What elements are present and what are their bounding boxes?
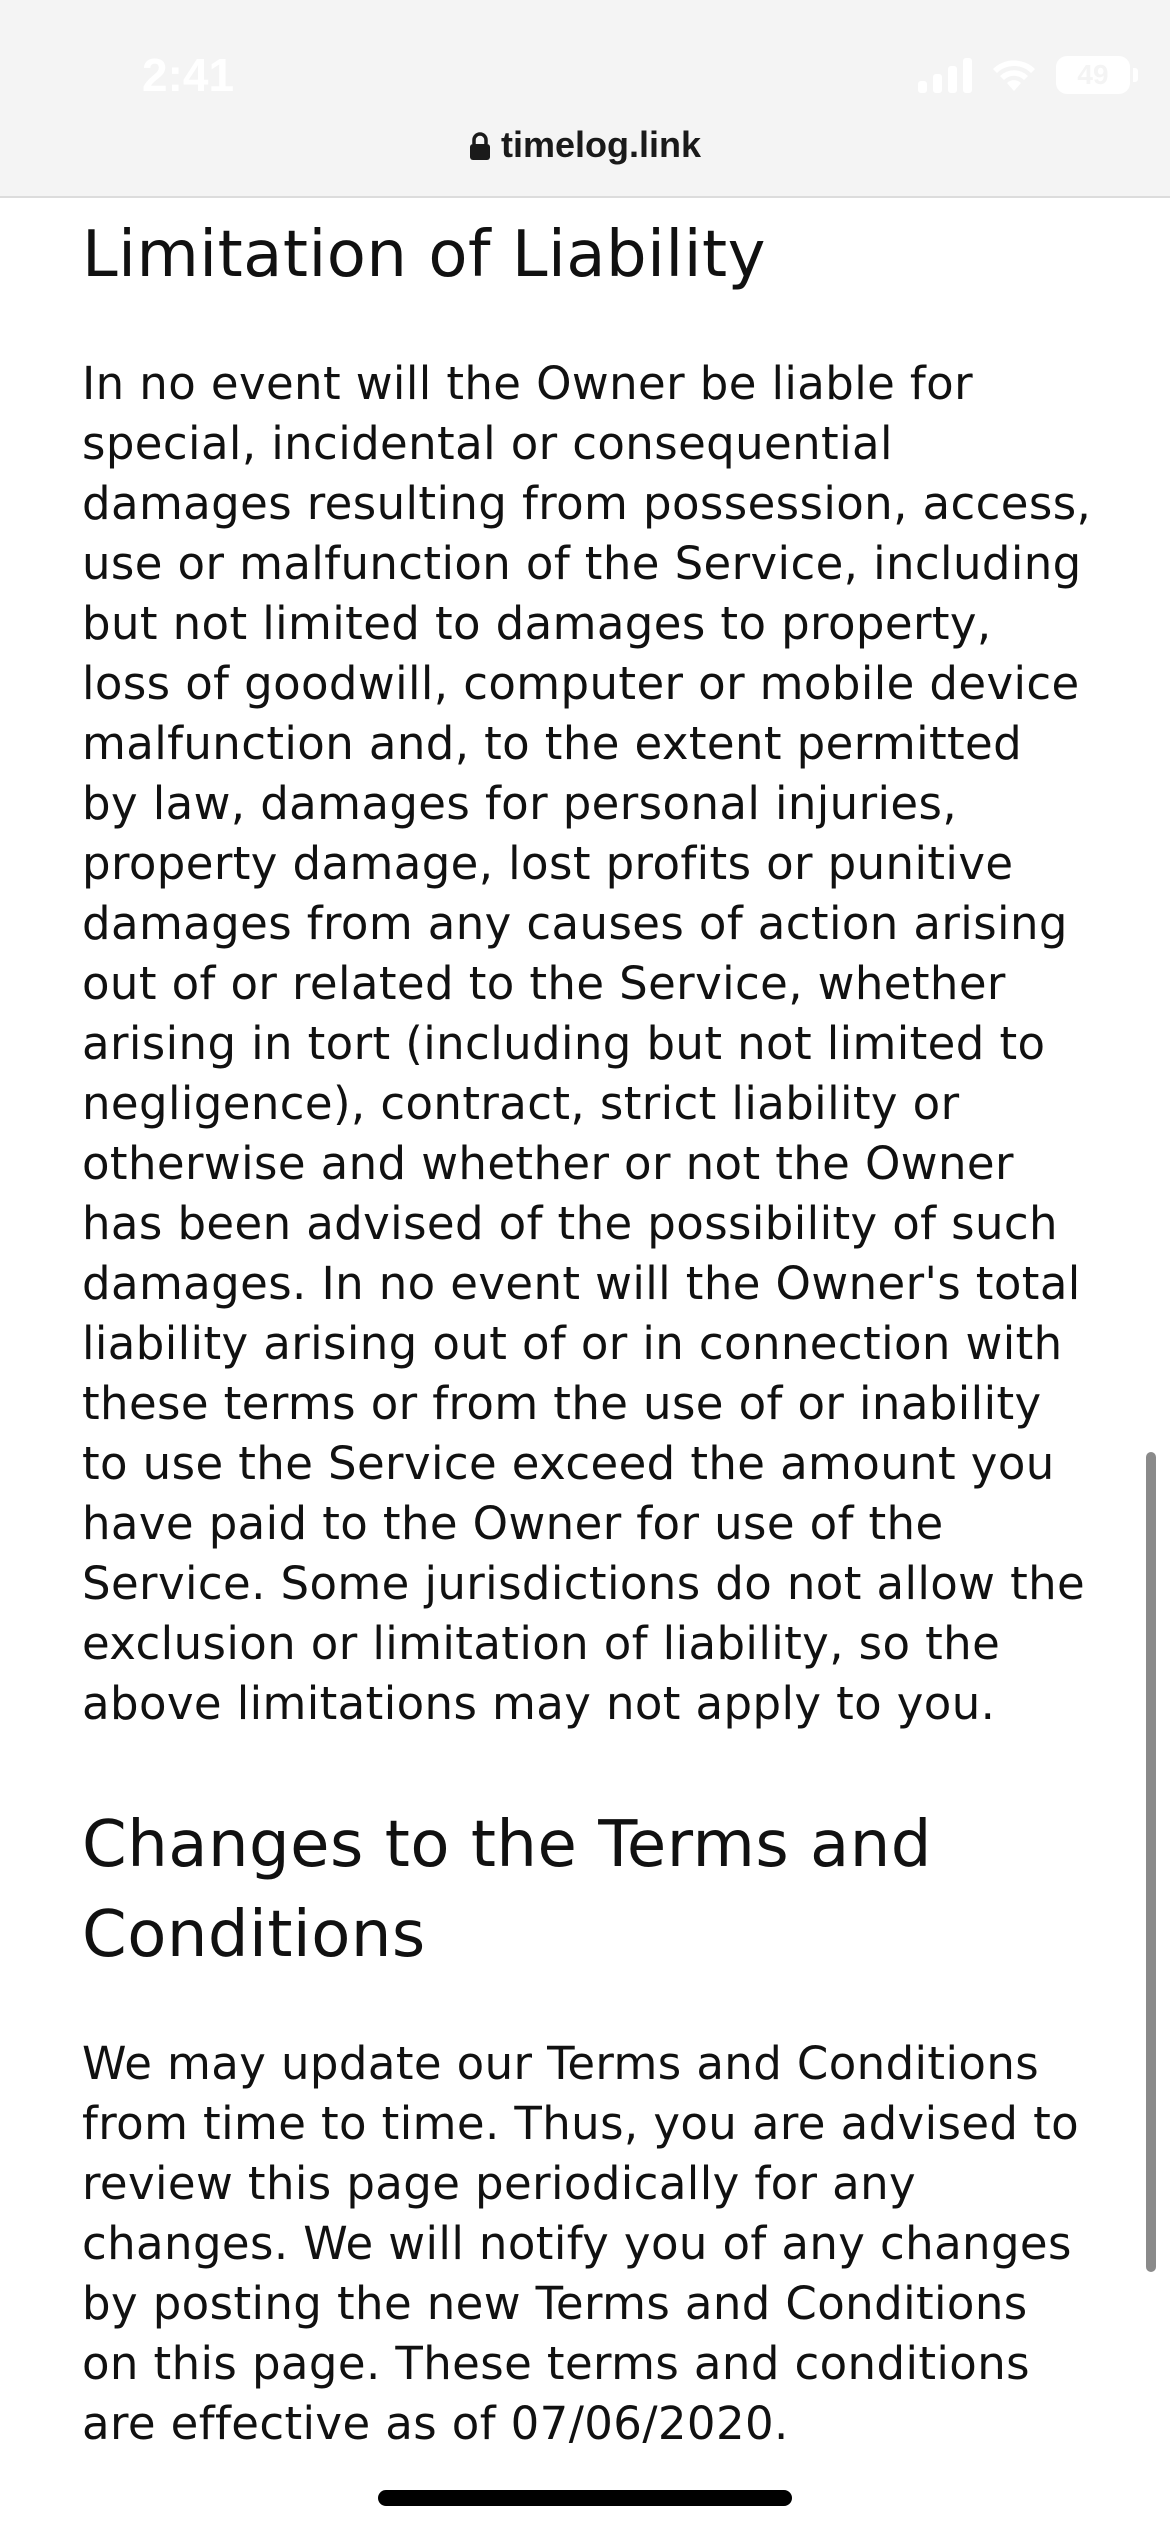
- battery-icon: 49: [1056, 56, 1130, 94]
- address-bar[interactable]: [0, 124, 1170, 170]
- status-icons: [918, 56, 1130, 94]
- terms-content: [82, 198, 1092, 2454]
- heading-limitation-of-liability: Limitation of Liability: [82, 218, 766, 292]
- wifi-icon: [990, 57, 1038, 93]
- paragraph-changes-to-terms: We may update our Terms and Conditions from time to time. Thus, you are advised to review this page periodically for any changes. We will notify you of any changes by posting the new Terms and Conditions on this page. These terms and conditions are effective as of 07/06/2020.: [82, 2037, 1080, 2450]
- home-indicator[interactable]: [378, 2490, 792, 2506]
- url-text: timelog.link: [500, 124, 702, 165]
- vertical-scrollbar[interactable]: [1146, 1452, 1156, 2272]
- heading-changes-to-terms: Changes to the Terms and Conditions: [82, 1808, 932, 1972]
- signal-icon: [918, 57, 972, 93]
- lock-icon: [469, 128, 491, 170]
- paragraph-limitation-of-liability: In no event will the Owner be liable for special, incidental or consequential damages resulting from possession, access, use or malfunction of the Service, including but not limited to damages to property, loss of goodwill, computer or mobile device malfunction and, to the extent permitted by law, damages for personal injuries, property damage, lost profits or punitive damages from any causes of action arising out of or related to the Service, whether arising in tort (including but not limited to negligence), contract, strict liability or otherwise and whether or not the Owner has been advised of the possibility of such damages. In no event will the Owner's total liability arising out of or in connection with these terms or from the use of or inability to use the Service exceed the amount you have paid to the Owner for use of the Service. Some jurisdictions do not allow the exclusion or limitation of liability, so the above limitations may not apply to you.: [82, 357, 1092, 1730]
- status-time: 2:41: [142, 49, 235, 101]
- browser-top-bar: [0, 0, 1170, 198]
